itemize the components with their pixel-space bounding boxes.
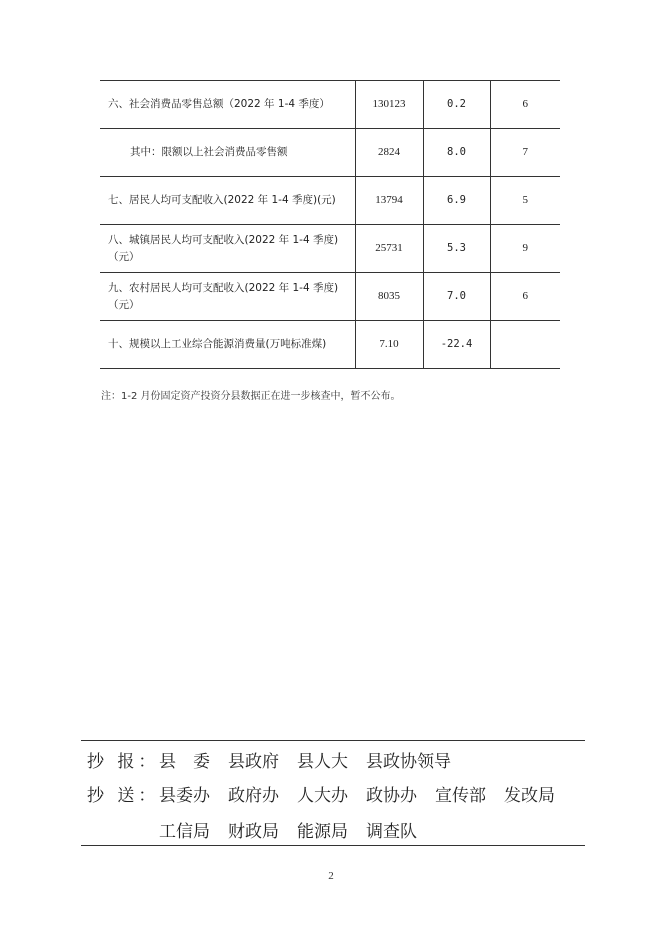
- table-row: [100, 81, 560, 129]
- row-growth: -22.4: [423, 321, 490, 369]
- row-growth: 7.0: [423, 273, 490, 321]
- send-recipient: 财政局: [228, 822, 279, 842]
- send-line: [87, 781, 555, 806]
- send-label: 抄 送：: [87, 786, 160, 806]
- send-recipient: 县委办: [159, 786, 210, 806]
- row-label: 九、农村居民人均可支配收入(2022 年 1-4 季度)（元）: [100, 273, 355, 321]
- row-growth: 0.2: [423, 81, 490, 129]
- row-label: 六、社会消费品零售总额（2022 年 1-4 季度）: [100, 81, 355, 129]
- send-recipient: 发改局: [504, 786, 555, 806]
- send-recipient: 宣传部: [435, 786, 486, 806]
- row-growth: 5.3: [423, 225, 490, 273]
- row-label: 七、居民人均可支配收入(2022 年 1-4 季度)(元): [100, 177, 355, 225]
- row-value: 8035: [355, 273, 423, 321]
- row-label: 十、规模以上工业综合能源消费量(万吨标准煤): [100, 321, 355, 369]
- report-recipient: 县 委: [159, 752, 210, 772]
- row-growth: 6.9: [423, 177, 490, 225]
- table-row: [100, 129, 560, 177]
- report-line: [87, 747, 469, 772]
- table-note: 注：1-2 月份固定资产投资分县数据正在进一步核查中，暂不公布。: [101, 391, 401, 402]
- page-number: 2: [328, 870, 334, 882]
- distribution-block: [81, 740, 585, 846]
- send-recipient: 能源局: [297, 822, 348, 842]
- statistics-table: [100, 80, 560, 369]
- table-row: [100, 225, 560, 273]
- report-recipient: 县政协领导: [366, 752, 451, 772]
- send-recipient: 政协办: [366, 786, 417, 806]
- send-line-continued: [87, 817, 435, 842]
- send-recipient: 工信局: [159, 822, 210, 842]
- send-recipient: 人大办: [297, 786, 348, 806]
- row-label: 其中：限额以上社会消费品零售额: [100, 129, 355, 177]
- send-recipient: 调查队: [366, 822, 417, 842]
- row-value: 130123: [355, 81, 423, 129]
- row-rank: 9: [490, 225, 560, 273]
- row-rank: 7: [490, 129, 560, 177]
- send-recipient: 政府办: [228, 786, 279, 806]
- row-rank: 5: [490, 177, 560, 225]
- report-recipient: 县人大: [297, 752, 348, 772]
- table-row: [100, 273, 560, 321]
- row-rank: 6: [490, 81, 560, 129]
- row-rank: [490, 321, 560, 369]
- row-growth: 8.0: [423, 129, 490, 177]
- table-row: [100, 177, 560, 225]
- row-value: 13794: [355, 177, 423, 225]
- row-label: 八、城镇居民人均可支配收入(2022 年 1-4 季度)（元）: [100, 225, 355, 273]
- table-row: [100, 321, 560, 369]
- row-value: 2824: [355, 129, 423, 177]
- row-rank: 6: [490, 273, 560, 321]
- report-recipient: 县政府: [228, 752, 279, 772]
- report-label: 抄 报：: [87, 752, 160, 772]
- row-value: 25731: [355, 225, 423, 273]
- row-value: 7.10: [355, 321, 423, 369]
